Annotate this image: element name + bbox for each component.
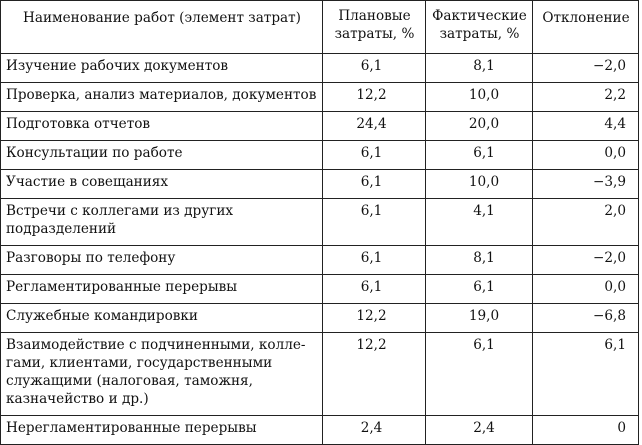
work-name-line: Разговоры по телефону (6, 250, 176, 266)
deviation-cell: 2,0 (533, 199, 639, 246)
actual-cell: 10,0 (426, 83, 533, 112)
planned-cell: 6,1 (323, 199, 426, 246)
deviation-cell: 2,2 (533, 83, 639, 112)
work-name-line: казначейство и др.) (6, 391, 149, 407)
deviation-cell: −2,0 (533, 54, 639, 83)
table-row (1, 416, 639, 445)
actual-cell: 6,1 (426, 275, 533, 304)
work-name-line: Взаимодействие с подчиненными, колле- (6, 337, 306, 353)
deviation-cell: 4,4 (533, 112, 639, 141)
table-row (1, 170, 639, 199)
table-row (1, 141, 639, 170)
work-name-line: Служебные командировки (6, 308, 198, 324)
planned-cell: 12,2 (323, 333, 426, 416)
table-header (1, 1, 639, 54)
table-row (1, 83, 639, 112)
planned-cell: 6,1 (323, 275, 426, 304)
deviation-cell: 0,0 (533, 275, 639, 304)
planned-cell: 6,1 (323, 54, 426, 83)
work-name-cell (1, 54, 323, 83)
actual-cell: 19,0 (426, 304, 533, 333)
actual-cell: 4,1 (426, 199, 533, 246)
header-actual-line1: Фактические (432, 8, 527, 24)
table-body (1, 54, 639, 445)
work-name-cell (1, 170, 323, 199)
header-planned-costs (323, 1, 426, 54)
work-name-line: гами, клиентами, государственными (6, 355, 273, 371)
work-name-line: подразделений (6, 221, 117, 237)
deviation-cell: 0 (533, 416, 639, 445)
work-name-line: Регламентированные перерывы (6, 279, 238, 295)
deviation-cell: 6,1 (533, 333, 639, 416)
planned-cell: 12,2 (323, 83, 426, 112)
work-name-cell (1, 304, 323, 333)
work-name-cell (1, 275, 323, 304)
planned-cell: 6,1 (323, 170, 426, 199)
deviation-cell: −2,0 (533, 246, 639, 275)
table-row (1, 275, 639, 304)
header-actual-costs (426, 1, 533, 54)
work-name-cell (1, 199, 323, 246)
table-row (1, 112, 639, 141)
actual-cell: 6,1 (426, 141, 533, 170)
work-name-line: Нерегламентированные перерывы (6, 420, 257, 436)
header-work-name: Наименование работ (элемент затрат) (1, 1, 323, 54)
work-name-line: служащими (налоговая, таможня, (6, 373, 253, 389)
header-deviation: Отклонение (533, 1, 639, 54)
planned-cell: 12,2 (323, 304, 426, 333)
deviation-cell: −6,8 (533, 304, 639, 333)
header-planned-line2: затраты, % (334, 26, 415, 42)
actual-cell: 8,1 (426, 246, 533, 275)
table-row (1, 54, 639, 83)
actual-cell: 20,0 (426, 112, 533, 141)
planned-cell: 6,1 (323, 141, 426, 170)
table-row (1, 199, 639, 246)
deviation-cell: −3,9 (533, 170, 639, 199)
table-row (1, 246, 639, 275)
work-name-cell (1, 83, 323, 112)
table-row (1, 304, 639, 333)
work-name-line: Проверка, анализ материалов, документов (6, 87, 317, 103)
header-actual-line2: затраты, % (439, 26, 520, 42)
work-name-cell (1, 112, 323, 141)
work-name-line: Консультации по работе (6, 145, 183, 161)
actual-cell: 10,0 (426, 170, 533, 199)
header-planned-line1: Плановые (338, 8, 411, 24)
work-name-line: Изучение рабочих документов (6, 58, 229, 74)
planned-cell: 2,4 (323, 416, 426, 445)
actual-cell: 6,1 (426, 333, 533, 416)
planned-cell: 6,1 (323, 246, 426, 275)
work-name-line: Участие в совещаниях (6, 174, 169, 190)
planned-cell: 24,4 (323, 112, 426, 141)
work-name-line: Встречи с коллегами из других (6, 203, 234, 219)
table-row (1, 333, 639, 416)
actual-cell: 8,1 (426, 54, 533, 83)
work-name-cell (1, 141, 323, 170)
work-name-cell (1, 416, 323, 445)
actual-cell: 2,4 (426, 416, 533, 445)
work-name-line: Подготовка отчетов (6, 116, 151, 132)
work-name-cell (1, 246, 323, 275)
deviation-cell: 0,0 (533, 141, 639, 170)
work-name-cell (1, 333, 323, 416)
